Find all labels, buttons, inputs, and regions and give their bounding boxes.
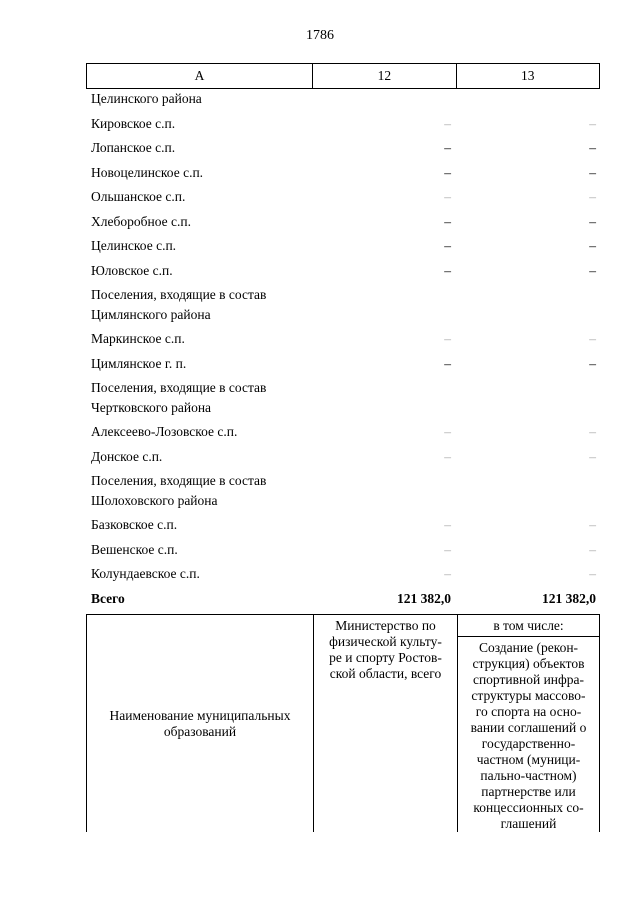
row-value-col-13: 121 382,0 — [542, 590, 596, 606]
header-text-line: вании соглашений о — [470, 720, 587, 735]
header-including-label: в том числе: — [458, 615, 599, 637]
header-col-12: 12 — [313, 64, 456, 88]
table-row — [86, 422, 600, 442]
row-value-col-13 — [457, 378, 600, 417]
row-value-col-12 — [313, 471, 457, 510]
row-value-col-12: – — [444, 448, 451, 464]
header-col-13: 13 — [521, 68, 535, 83]
table-row — [86, 564, 600, 584]
row-value-col-13: – — [589, 541, 596, 557]
page-number: 1786 — [306, 28, 334, 43]
row-municipality-name: Кировское с.п. — [91, 115, 176, 131]
row-value-col-12: – — [444, 262, 451, 278]
table-row — [86, 589, 600, 609]
table-row — [86, 515, 600, 535]
row-value-col-13: – — [589, 448, 596, 464]
header-text-line: струкция) объектов — [472, 656, 585, 671]
header-text-line: глашений — [500, 816, 557, 831]
header-text-line: частном (муници- — [476, 752, 581, 767]
row-municipality-name: Ольшанское с.п. — [91, 189, 186, 204]
row-value-col-12: – — [444, 115, 451, 131]
table-row — [86, 285, 600, 324]
row-value-col-13: – — [589, 517, 596, 532]
row-value-col-12: – — [444, 164, 451, 180]
row-value-col-12: – — [444, 140, 451, 155]
row-value-col-12: – — [444, 424, 451, 439]
header-text-line: образований — [163, 723, 237, 739]
row-value-col-12: – — [444, 331, 451, 346]
header-text-line: физической культу- — [329, 634, 442, 649]
row-municipality-name: Алексеево-Лозовское с.п. — [91, 424, 238, 439]
table-body — [86, 89, 600, 608]
row-value-col-13: – — [589, 213, 596, 229]
header-text-line: го спорта на осно- — [475, 704, 582, 719]
row-value-col-13: – — [589, 140, 596, 155]
table-row — [86, 138, 600, 158]
row-value-col-12: – — [444, 189, 451, 204]
row-value-col-13: – — [589, 164, 596, 180]
header-text-line: спортивной инфра- — [472, 672, 585, 687]
row-municipality-name: Новоцелинское с.п. — [91, 164, 204, 180]
table-row — [86, 212, 600, 232]
row-value-col-12: – — [444, 355, 451, 371]
row-value-col-12 — [313, 285, 457, 324]
header-construction-ppp — [458, 637, 599, 832]
row-value-col-13: – — [589, 262, 596, 278]
table-row — [86, 114, 600, 134]
header-text-line: Наименование муниципальных — [109, 707, 291, 723]
table-header — [86, 63, 600, 89]
header-text-line: пально-частном) — [480, 768, 577, 783]
row-municipality-name: Базковское с.п. — [91, 517, 178, 532]
row-value-col-13: – — [589, 424, 596, 439]
header-text-line: концессионных со- — [473, 800, 584, 815]
row-value-col-13: – — [589, 115, 596, 131]
header-text-line: партнерстве или — [481, 784, 576, 799]
next-table-header — [86, 614, 600, 832]
table-row — [86, 354, 600, 374]
row-value-col-12: – — [444, 238, 451, 253]
row-value-col-12: – — [444, 566, 451, 581]
row-value-col-12 — [313, 89, 457, 109]
row-municipality-name: Поселения, входящие в состав Чертковского района — [91, 380, 267, 415]
table-row — [86, 89, 600, 109]
row-value-col-13: – — [589, 355, 596, 371]
header-text-line: Создание (рекон- — [478, 640, 579, 655]
table-row — [86, 163, 600, 183]
row-value-col-13 — [457, 471, 600, 510]
header-including — [458, 615, 599, 832]
header-text-line: Министерство по — [335, 618, 436, 633]
row-value-col-13 — [457, 285, 600, 324]
row-value-col-12: – — [444, 213, 451, 229]
header-col-a: А — [87, 64, 313, 88]
table-row — [86, 329, 600, 349]
row-value-col-13: – — [589, 238, 596, 253]
header-text-line: ре и спорту Ростов- — [329, 650, 442, 665]
row-municipality-name: Вешенское с.п. — [91, 541, 178, 557]
table-row — [86, 378, 600, 417]
row-value-col-13 — [457, 89, 600, 109]
table-row — [86, 261, 600, 281]
row-municipality-name: Целинского района — [91, 91, 202, 106]
row-value-col-12: – — [444, 541, 451, 557]
header-ministry-total — [314, 615, 458, 832]
table-row — [86, 447, 600, 467]
row-municipality-name: Целинское с.п. — [91, 238, 177, 253]
header-text-line: государственно- — [481, 736, 576, 751]
row-municipality-name: Колундаевское с.п. — [91, 566, 200, 581]
row-municipality-name: Донское с.п. — [91, 448, 163, 464]
row-value-col-13: – — [589, 189, 596, 204]
row-municipality-name: Лопанское с.п. — [91, 140, 176, 155]
row-value-col-12 — [313, 378, 457, 417]
table-row — [86, 471, 600, 510]
row-municipality-name: Хлеборобное с.п. — [91, 213, 191, 229]
header-text-line: структуры массово- — [471, 688, 586, 703]
header-text-line: ской области, всего — [329, 666, 442, 681]
row-value-col-12: 121 382,0 — [397, 590, 451, 606]
row-municipality-name: Всего — [91, 590, 125, 606]
table-row — [86, 236, 600, 256]
row-municipality-name: Поселения, входящие в состав Шолоховского района — [91, 473, 267, 508]
table-row — [86, 540, 600, 560]
table-row — [86, 187, 600, 207]
header-municipal-names — [87, 615, 314, 832]
row-value-col-13: – — [589, 331, 596, 346]
row-value-col-13: – — [589, 566, 596, 581]
row-municipality-name: Поселения, входящие в состав Цимлянского района — [91, 287, 267, 322]
row-municipality-name: Маркинское с.п. — [91, 331, 185, 346]
row-value-col-12: – — [444, 517, 451, 532]
row-municipality-name: Цимлянское г. п. — [91, 355, 187, 371]
row-municipality-name: Юловское с.п. — [91, 262, 173, 278]
